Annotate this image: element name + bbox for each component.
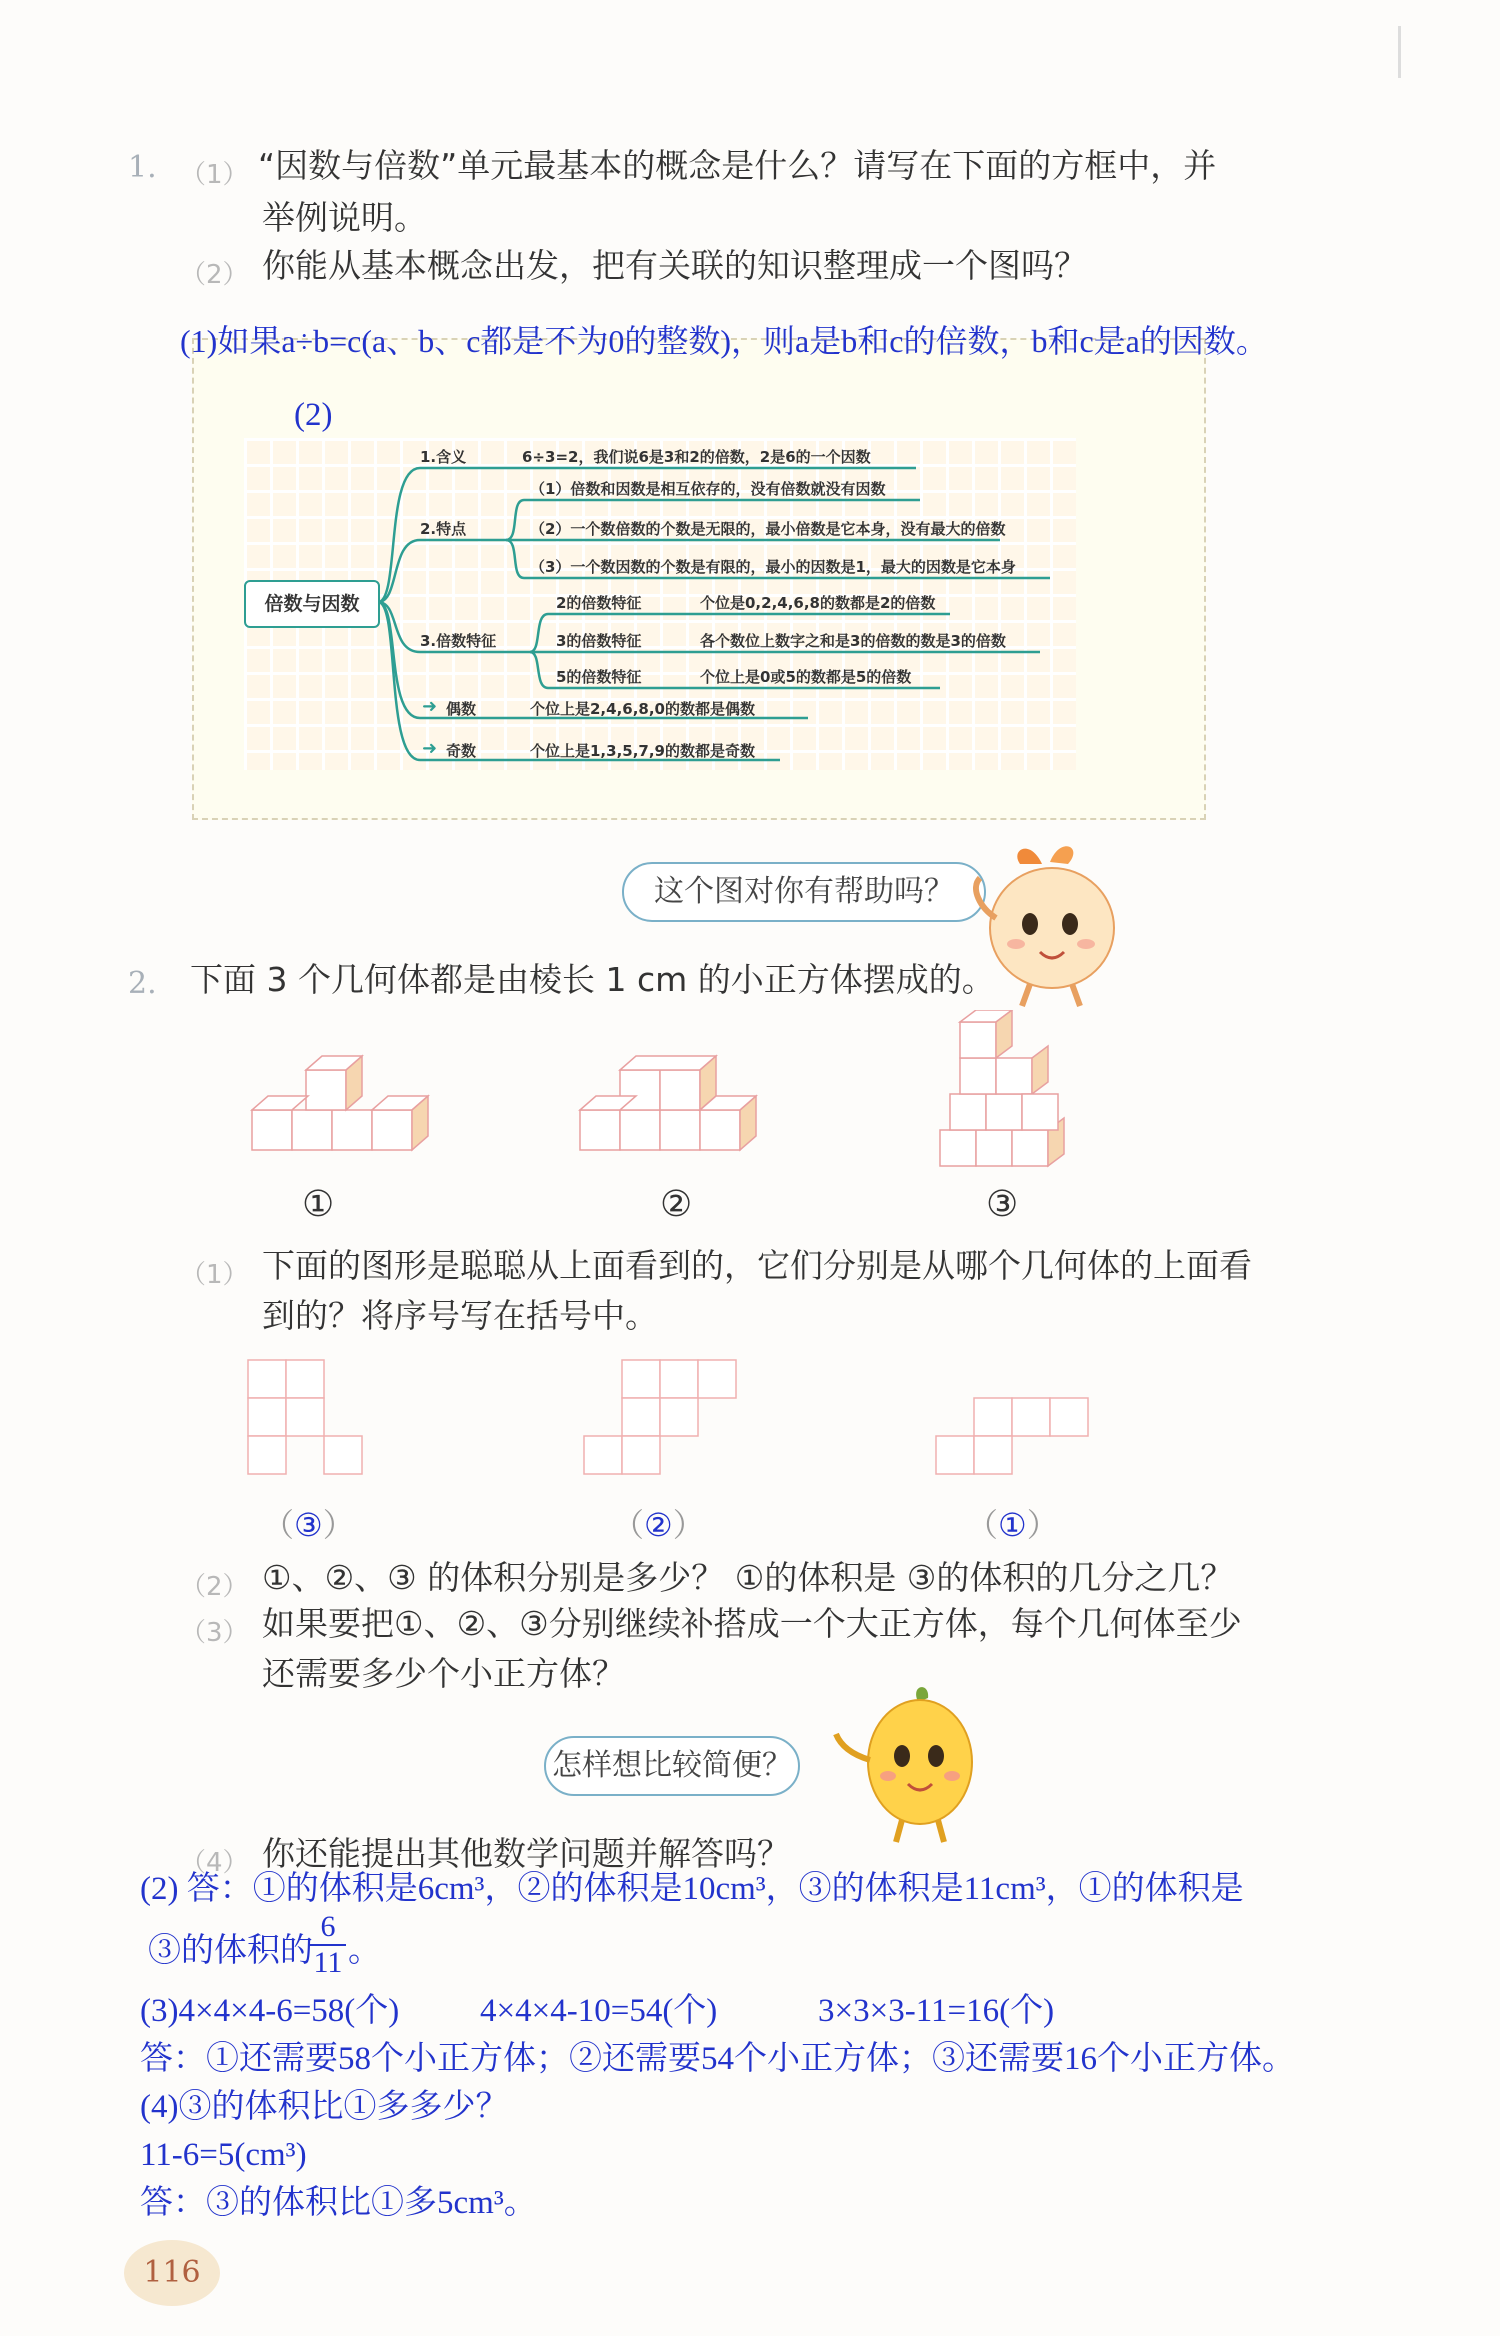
answer2-part2-line2-suffix: 。: [348, 1933, 381, 1969]
mindmap-branch3-name: 3的倍数特征: [556, 632, 642, 650]
view-answer: ③: [294, 1506, 323, 1544]
mindmap-even-label: 偶数: [446, 700, 477, 718]
q1-part1-line1: “因数与倍数”单元最基本的概念是什么？请写在下面的方框中，并: [258, 146, 1217, 185]
answer2-part4-calc: 11-6=5(cm³): [140, 2137, 307, 2173]
answer2-part2-line2-prefix: ③的体积的: [148, 1933, 313, 1969]
mindmap-branch2-item: （3）一个数因数的个数是有限的，最小的因数是1，最大的因数是它本身: [530, 558, 1016, 576]
mindmap-branch2-item: （1）倍数和因数是相互依存的，没有倍数就没有因数: [530, 480, 886, 498]
mindmap-branch3-rule: 个位上是0或5的数都是5的倍数: [700, 668, 912, 686]
answer2-part3-calc1: (3)4×4×4-6=58(个): [140, 1993, 400, 2029]
q2-part3-number: （3）: [180, 1618, 249, 1648]
q1-part2-number: （2）: [180, 260, 249, 290]
q2-number: 2.: [128, 966, 157, 1001]
mindmap-odd-label: 奇数: [446, 742, 477, 760]
q2-part1-line1: 下面的图形是聪聪从上面看到的，它们分别是从哪个几何体的上面看: [262, 1246, 1252, 1285]
fraction-numerator: 6: [310, 1910, 346, 1946]
answer2-part4-question: (4)③的体积比①多多少？: [140, 2089, 509, 2125]
top-view-2: [584, 1360, 736, 1474]
view-answer: ②: [644, 1506, 673, 1544]
answer2-part3-calc3: 3×3×3-11=16(个): [818, 1993, 1055, 2029]
q1-part1-number: （1）: [180, 160, 249, 190]
solid-2: [580, 1056, 756, 1150]
answer-paren: （①）: [966, 1506, 1059, 1544]
answer2-part3-answer: 答：①还需要58个小正方体；②还需要54个小正方体；③还需要16个小正方体。: [140, 2041, 1295, 2077]
top-view-1: [248, 1360, 362, 1474]
solid-1: [252, 1056, 428, 1150]
q2-part3-line1: 如果要把①、②、③分别继续补搭成一个大正方体，每个几何体至少: [262, 1604, 1242, 1643]
mindmap-branch2-label: 2.特点: [420, 520, 467, 538]
q2-part2-text: ①、②、③ 的体积分别是多少？ ①的体积是 ③的体积的几分之几？: [262, 1558, 1234, 1597]
mindmap-even-text: 个位上是2,4,6,8,0的数都是偶数: [530, 700, 755, 718]
mindmap-branch2-item: （2）一个数倍数的个数是无限的，最小倍数是它本身，没有最大的倍数: [530, 520, 1006, 538]
fraction: [310, 1910, 346, 1980]
solids-illustration: [240, 1010, 1120, 1200]
q2-part1-number: （1）: [180, 1260, 249, 1290]
q2-text: 下面 3 个几何体都是由棱长 1 cm 的小正方体摆成的。: [190, 960, 995, 999]
top-view-3: [936, 1398, 1088, 1474]
q1-part1-line2: 举例说明。: [262, 198, 427, 237]
answer2-part4-answer: 答：③的体积比①多5cm³。: [140, 2185, 537, 2221]
mindmap-branch1-text: 6÷3=2，我们说6是3和2的倍数，2是6的一个因数: [522, 448, 871, 466]
answer-paren: （③）: [262, 1506, 355, 1544]
arrow-icon: ➜: [422, 696, 438, 717]
q2-part4-text: 你还能提出其他数学问题并解答吗？: [262, 1834, 790, 1873]
q2-part3-line2: 还需要多少个小正方体？: [262, 1654, 625, 1693]
speech-bubble: 怎样想比较简便？: [544, 1736, 800, 1796]
q2-part4-number: （4）: [180, 1848, 249, 1878]
q1-part2-text: 你能从基本概念出发，把有关联的知识整理成一个图吗？: [262, 246, 1087, 285]
answer1-line1: (1)如果a÷b=c(a、b、c都是不为0的整数)，则a是b和c的倍数，b和c是a的因数。: [180, 323, 1268, 359]
answer2-part2-line1: (2) 答：①的体积是6cm³，②的体积是10cm³，③的体积是11cm³，①的体积是: [140, 1871, 1244, 1907]
solid-label: ③: [986, 1184, 1019, 1225]
solid-3: [940, 1010, 1064, 1166]
arrow-icon: ➜: [422, 738, 438, 759]
answer-paren: （②）: [612, 1506, 705, 1544]
mascot-mango-icon: [830, 1680, 1010, 1850]
mindmap-branch3-label: 3.倍数特征: [420, 632, 497, 650]
answer2-part3-calc2: 4×4×4-10=54(个): [480, 1993, 718, 2029]
answer1-line2: (2): [294, 397, 333, 433]
mindmap-branch3-name: 2的倍数特征: [556, 594, 642, 612]
q2-part1-line2: 到的？将序号写在括号中。: [262, 1296, 658, 1335]
fraction-denominator: 11: [313, 1946, 343, 1979]
top-views: [240, 1356, 1100, 1486]
q2-part2-number: （2）: [180, 1572, 249, 1602]
mindmap-branch3-rule: 个位是0,2,4,6,8的数都是2的倍数: [700, 594, 936, 612]
mindmap-odd-text: 个位上是1,3,5,7,9的数都是奇数: [530, 742, 755, 760]
solid-label: ①: [302, 1184, 335, 1225]
speech-bubble: 这个图对你有帮助吗？: [622, 862, 986, 922]
page-number: 116: [124, 2240, 220, 2306]
solid-label: ②: [660, 1184, 693, 1225]
mindmap-branch1-label: 1.含义: [420, 448, 467, 466]
mindmap-branch3-name: 5的倍数特征: [556, 668, 642, 686]
mindmap-root: 倍数与因数: [244, 580, 380, 628]
view-answer: ①: [998, 1506, 1027, 1544]
mindmap-branch3-rule: 各个数位上数字之和是3的倍数的数是3的倍数: [700, 632, 1006, 650]
q1-number: 1.: [128, 150, 157, 185]
